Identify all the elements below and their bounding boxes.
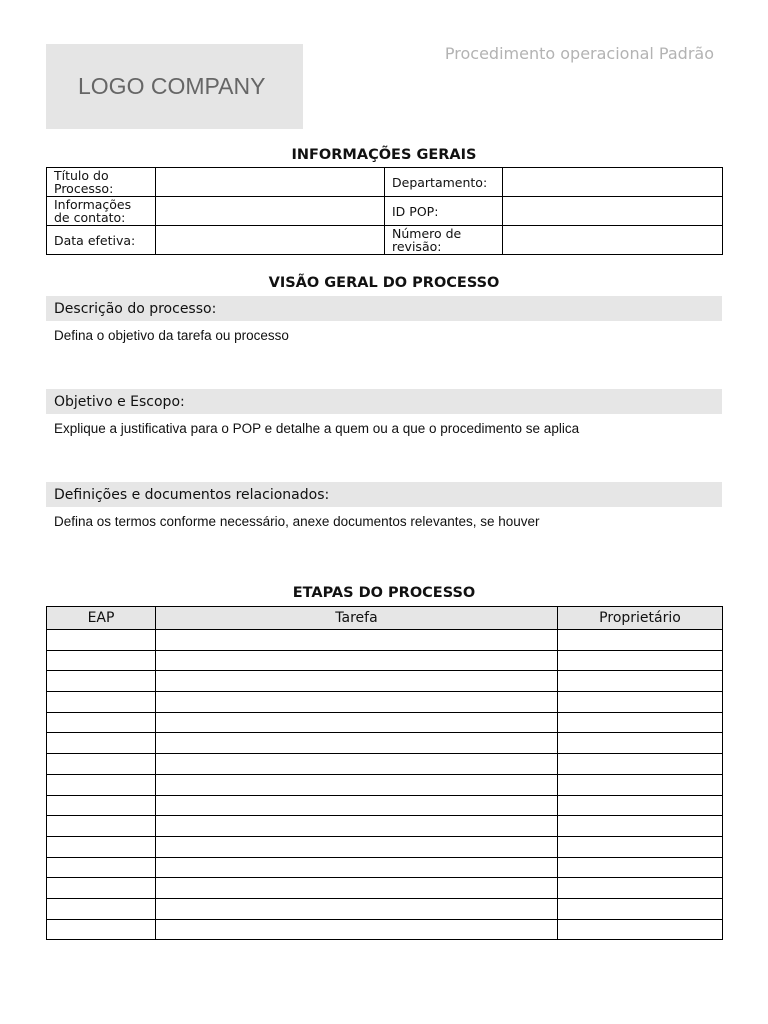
- owner-cell[interactable]: [558, 712, 723, 733]
- table-row: [47, 650, 723, 671]
- eap-column-header: EAP: [47, 607, 156, 630]
- table-row: [47, 754, 723, 775]
- eap-cell[interactable]: [47, 630, 156, 651]
- revision-number-label: Número de revisão:: [385, 226, 503, 255]
- table-row: [47, 878, 723, 899]
- revision-number-field[interactable]: [503, 226, 723, 255]
- owner-cell[interactable]: [558, 857, 723, 878]
- definitions-text[interactable]: Defina os termos conforme necessário, anexe documentos relevantes, se houver: [54, 514, 540, 529]
- table-row: [47, 774, 723, 795]
- overview-title: VISÃO GERAL DO PROCESSO: [268, 275, 500, 291]
- process-steps-table: [46, 606, 723, 940]
- task-cell[interactable]: [156, 630, 558, 651]
- process-title-label: Título do Processo:: [47, 168, 156, 197]
- task-cell[interactable]: [156, 919, 558, 940]
- task-cell[interactable]: [156, 650, 558, 671]
- task-cell[interactable]: [156, 671, 558, 692]
- task-cell[interactable]: [156, 692, 558, 713]
- department-field[interactable]: [503, 168, 723, 197]
- steps-table-body: [47, 630, 723, 940]
- eap-cell[interactable]: [47, 919, 156, 940]
- description-text[interactable]: Defina o objetivo da tarefa ou processo: [54, 328, 289, 343]
- effective-date-field[interactable]: [156, 226, 385, 255]
- department-label: Departamento:: [385, 168, 503, 197]
- description-heading: Descrição do processo:: [46, 296, 722, 321]
- task-cell[interactable]: [156, 733, 558, 754]
- task-cell[interactable]: [156, 712, 558, 733]
- owner-cell[interactable]: [558, 878, 723, 899]
- table-row: [47, 898, 723, 919]
- owner-cell[interactable]: [558, 919, 723, 940]
- table-row: [47, 226, 723, 255]
- table-row: [47, 712, 723, 733]
- table-row: [47, 919, 723, 940]
- company-logo: [46, 44, 303, 129]
- task-cell[interactable]: [156, 878, 558, 899]
- objective-heading: Objetivo e Escopo:: [46, 389, 722, 414]
- eap-cell[interactable]: [47, 857, 156, 878]
- owner-cell[interactable]: [558, 754, 723, 775]
- task-cell[interactable]: [156, 774, 558, 795]
- contact-info-label: Informações de contato:: [47, 197, 156, 226]
- eap-cell[interactable]: [47, 898, 156, 919]
- owner-cell[interactable]: [558, 630, 723, 651]
- eap-cell[interactable]: [47, 816, 156, 837]
- eap-cell[interactable]: [47, 671, 156, 692]
- eap-cell[interactable]: [47, 795, 156, 816]
- task-cell[interactable]: [156, 754, 558, 775]
- table-row: [47, 671, 723, 692]
- eap-cell[interactable]: [47, 754, 156, 775]
- owner-cell[interactable]: [558, 671, 723, 692]
- task-cell[interactable]: [156, 795, 558, 816]
- task-cell[interactable]: [156, 898, 558, 919]
- owner-cell[interactable]: [558, 733, 723, 754]
- logo-text: LOGO COMPANY: [78, 73, 266, 99]
- table-row: [47, 733, 723, 754]
- table-header-row: [47, 607, 723, 630]
- effective-date-label: Data efetiva:: [47, 226, 156, 255]
- table-row: [47, 816, 723, 837]
- table-row: [47, 630, 723, 651]
- owner-cell[interactable]: [558, 774, 723, 795]
- table-row: [47, 692, 723, 713]
- definitions-heading: Definições e documentos relacionados:: [46, 482, 722, 507]
- task-cell[interactable]: [156, 836, 558, 857]
- task-cell[interactable]: [156, 857, 558, 878]
- owner-cell[interactable]: [558, 795, 723, 816]
- table-row: [47, 168, 723, 197]
- task-cell[interactable]: [156, 816, 558, 837]
- eap-cell[interactable]: [47, 712, 156, 733]
- owner-column-header: Proprietário: [558, 607, 723, 630]
- objective-text[interactable]: Explique a justificativa para o POP e detalhe a quem ou a que o procedimento se aplica: [54, 421, 580, 436]
- general-info-table: [46, 167, 723, 255]
- table-row: [47, 197, 723, 226]
- general-info-title: INFORMAÇÕES GERAIS: [291, 147, 477, 163]
- owner-cell[interactable]: [558, 650, 723, 671]
- process-title-field[interactable]: [156, 168, 385, 197]
- table-row: [47, 857, 723, 878]
- table-row: [47, 795, 723, 816]
- owner-cell[interactable]: [558, 836, 723, 857]
- owner-cell[interactable]: [558, 692, 723, 713]
- eap-cell[interactable]: [47, 878, 156, 899]
- eap-cell[interactable]: [47, 774, 156, 795]
- pop-id-field[interactable]: [503, 197, 723, 226]
- document-title: Procedimento operacional Padrão: [444, 44, 714, 63]
- eap-cell[interactable]: [47, 733, 156, 754]
- steps-title: ETAPAS DO PROCESSO: [292, 585, 476, 601]
- pop-id-label: ID POP:: [385, 197, 503, 226]
- table-row: [47, 836, 723, 857]
- eap-cell[interactable]: [47, 836, 156, 857]
- contact-info-field[interactable]: [156, 197, 385, 226]
- owner-cell[interactable]: [558, 898, 723, 919]
- task-column-header: Tarefa: [156, 607, 558, 630]
- eap-cell[interactable]: [47, 692, 156, 713]
- eap-cell[interactable]: [47, 650, 156, 671]
- owner-cell[interactable]: [558, 816, 723, 837]
